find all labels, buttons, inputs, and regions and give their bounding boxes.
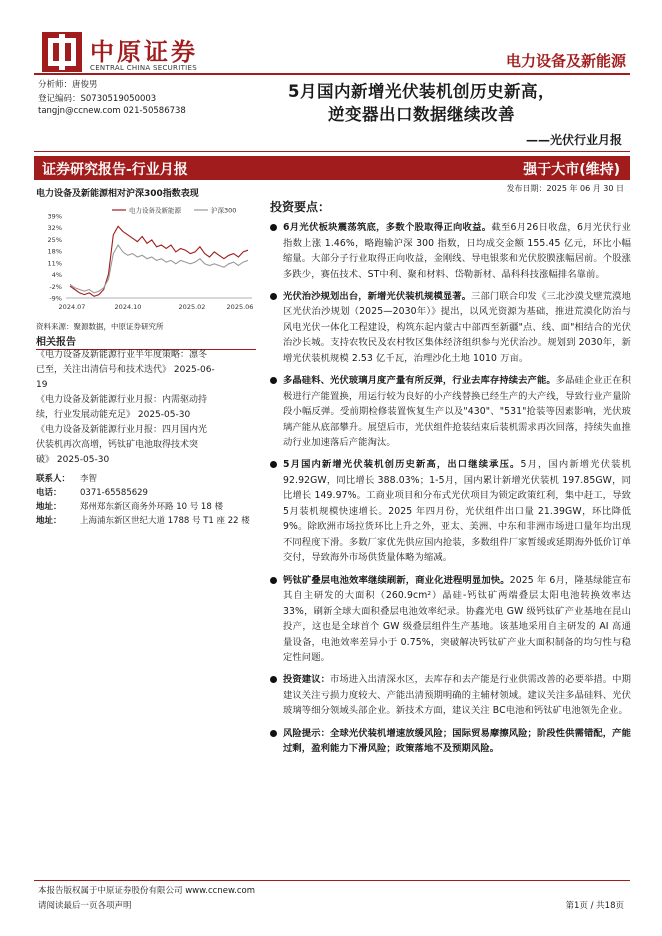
relative-performance-chart: [36, 200, 258, 316]
contact-row: [36, 472, 258, 486]
bullet-icon: [270, 730, 277, 737]
footer-disclaimer: 请阅读最后一页各项声明: [38, 901, 132, 911]
chart-title: 电力设备及新能源相对沪深300指数表现: [36, 189, 199, 199]
key-point-lead: 6月光伏板块震荡筑底，多数个股取得正向收益。: [283, 222, 492, 233]
y-tick-label: 39%: [47, 212, 62, 221]
report-subtitle: ——光伏行业月报: [525, 133, 622, 147]
footer-copyright: 本报告版权属于中原证券股份有限公司 www.ccnew.com: [38, 886, 255, 896]
key-points-heading: 投资要点：: [270, 200, 331, 214]
report-title-line2: 逆变器出口数据继续改善: [328, 105, 515, 124]
header-divider: [34, 73, 630, 75]
footer-divider: [34, 880, 630, 881]
x-tick-label: 2024.10: [114, 303, 142, 311]
key-point-risk-list: 全球光伏装机增速放缓风险；国际贸易摩擦风险；阶段性供需错配，产能过剩，盈利能力下滑风险；政策落地不及预期风险。: [283, 727, 631, 755]
report-banner: [34, 156, 630, 180]
key-point-body: 多晶硅企业正在积极进行产能置换，用运行较为良好的小产线替换已经生产的大产线，导致行业产量阶段小幅反弹。受前期检修装置恢复生产以及"430"、"531"抢装等因素影响，光伏玻璃产能从底部攀升。展望后市，光伏组件抢装结束后装机需求再次回落，持续失血推动行业加速落后产能淘汰。: [283, 375, 631, 449]
report-type: 证券研究报告-行业月报: [42, 162, 188, 178]
logo-mark-icon: [40, 30, 84, 74]
bullet-icon: [270, 461, 277, 468]
y-tick-label: 4%: [51, 271, 62, 280]
series-line-0: [70, 226, 248, 296]
contact-row: [36, 486, 258, 500]
related-report-line[interactable]: 破》 2025-05-30: [36, 455, 110, 465]
page-number: 第1页 / 共18页: [565, 901, 624, 911]
y-tick-label: 32%: [47, 224, 62, 233]
title-divider: [34, 151, 630, 152]
legend-label: 电力设备及新能源: [129, 206, 181, 215]
chart-source: 资料来源：聚源数据，中原证券研究所: [36, 322, 164, 331]
related-report-line[interactable]: 伏装机再次高增，钙钛矿电池取得技术突: [36, 440, 199, 450]
bullet-icon: [270, 293, 277, 300]
key-point: [269, 373, 631, 451]
analyst-reg-code: 登记编码：S0730519050003: [38, 94, 157, 104]
contact-value: 上海浦东新区世纪大道 1788 号 T1 座 22 楼: [80, 516, 250, 526]
key-point-body: 市场进入出清深水区，去库存和去产能是行业供需改善的必要举措。中期建议关注亏损力度较大、产能出清预期明确的主辅材领域。建议关注多晶硅料、光伏玻璃等细分领域头部企业。新技术方面，建议关注 BC电池和钙钛矿电池领先企业。: [283, 674, 631, 717]
key-point-body: 三部门联合印发《三北沙漠戈壁荒漠地区光伏治沙规划（2025—2030年）》提出，以风光资源为基础，推进荒漠化防治与风电光伏一体化工程建设，构筑东起内蒙古中部西至新疆"点、线、面"相结合的光伏治沙长城。支持农牧民及农村牧区集体经济组织参与光伏治沙。规划到 2030年，新增光伏装机规模 2.53 亿千瓦，治理沙化土地 1010 万亩。: [283, 290, 631, 364]
x-tick-label: 2025.02: [178, 303, 206, 311]
contact-key: 地址：: [36, 502, 62, 512]
y-tick-label: 11%: [47, 259, 62, 268]
key-point-body: 2025 年 6月，隆基绿能宣布其自主研发的大面积（260.9cm²）晶硅-钙钛矿两端叠层太阳电池转换效率达33%，刷新全球大面积叠层电池效率纪录。协鑫光电 GW 级钙钛矿产业基地在昆山投产，这也是全球首个 GW 级叠层组件生产基地。该基地采用自主研发的 AI 高通量设备，电池效率差异小于 0.75%，突破解决钙钛矿产业大面积制备的均匀性与稳定性问题。: [283, 574, 631, 664]
bullet-icon: [270, 676, 277, 683]
key-point-lead: 投资建议：: [283, 674, 331, 686]
key-point: [269, 220, 631, 282]
x-tick-label: 2024.07: [58, 303, 86, 311]
contact-block: [36, 472, 258, 528]
release-date: 发布日期：2025 年 06 月 30 日: [506, 184, 624, 193]
key-point: [269, 289, 631, 367]
related-report-line[interactable]: 《电力设备及新能源行业月报：内需驱动持: [36, 395, 208, 405]
contact-key: 地址：: [36, 516, 62, 526]
y-tick-label: 18%: [47, 247, 62, 256]
contact-row: [36, 514, 258, 528]
bullet-icon: [270, 577, 277, 584]
bullet-icon: [270, 224, 277, 231]
key-point-lead: 光伏治沙规划出台，新增光伏装机规模显著。: [283, 290, 472, 302]
related-reports-heading: 相关报告: [36, 333, 256, 350]
company-logo: [40, 30, 210, 78]
series-line-1: [70, 245, 248, 293]
key-point-body: 截至6月26日收盘，6月光伏行业指数上涨 1.46%，略跑输沪深 300 指数，日均成交金额 155.45 亿元，环比小幅缩量。大部分子行业取得正向收益，金刚线、导电银浆和光伏胶膜涨幅居前。个股涨多跌少，赛伍技术、ST中利、聚和材料、岱勒新材、晶科科技涨幅排名靠前。: [283, 222, 631, 280]
x-tick-label: 2025.06: [226, 303, 254, 311]
y-tick-label: 25%: [47, 235, 62, 244]
key-points-list: [269, 220, 631, 764]
logo-english-name: CENTRAL CHINA SECURITIES: [90, 64, 197, 72]
key-point-lead: 风险提示：: [283, 727, 331, 739]
logo-chinese-name: 中原证券: [90, 38, 198, 66]
key-point: [269, 726, 631, 757]
contact-row: [36, 500, 258, 514]
key-point: [269, 457, 631, 566]
related-report-line[interactable]: 已至，关注出清信号和技术迭代》 2025-06-: [36, 365, 215, 375]
report-title-line1: 5月国内新增光伏装机创历史新高，: [288, 82, 555, 101]
contact-value: 李智: [80, 474, 98, 484]
contact-key: 电话：: [36, 488, 62, 498]
related-reports-list: [36, 348, 258, 468]
key-point: [269, 573, 631, 666]
key-point-lead: 多晶硅料、光伏玻璃月度产量有所反弹，行业去库存持续去产能。: [283, 375, 556, 387]
contact-key: 联系人：: [36, 474, 71, 484]
analyst-name: 分析师：唐俊男: [38, 80, 98, 90]
key-point: [269, 672, 631, 719]
sector-label: 电力设备及新能源: [505, 52, 626, 70]
key-point-lead: 5月国内新增光伏装机创历史新高，出口继续承压。: [283, 459, 521, 471]
key-point-lead: 钙钛矿叠层电池效率继续刷新，商业化进程明显加快。: [283, 574, 510, 586]
analyst-email[interactable]: tangjn@ccnew.com 021-50586738: [38, 106, 186, 116]
contact-value: 郑州郑东新区商务外环路 10 号 18 楼: [80, 502, 223, 512]
y-tick-label: -9%: [49, 294, 62, 303]
contact-value: 0371-65585629: [80, 488, 148, 498]
legend-label: 沪深300: [211, 206, 237, 215]
key-point-body: 5月，国内新增光伏装机 92.92GW，同比增长 388.03%；1-5月，国内累计新增光伏装机 197.85GW，同比增长 149.97%。工商业项目和分布式光伏项目为锁定政策红利，集中赶工，导致 5月装机规模快速增长。2025 年四月份，光伏组件出口量 21.39GW，环比降低 9%。除欧洲市场拉货环比上升之外，亚太、美洲、中东和非洲市场进口量年均出现不同程度下滑。多数厂家优先供应国内抢装，多数组件厂家暂缓或延期海外低价订单交付，导致海外市场供货量体略为缩减。: [283, 459, 631, 564]
y-tick-label: -2%: [49, 282, 62, 291]
related-report-line[interactable]: 续，行业发展动能充足》 2025-05-30: [36, 410, 191, 420]
rating: 强于大市(维持): [523, 162, 620, 178]
related-report-line[interactable]: 19: [36, 380, 48, 390]
related-report-line[interactable]: 《电力设备及新能源行业月报：四月国内光: [36, 425, 208, 435]
related-report-line[interactable]: 《电力设备及新能源行业半年度策略：凛冬: [36, 350, 208, 360]
bullet-icon: [270, 377, 277, 384]
